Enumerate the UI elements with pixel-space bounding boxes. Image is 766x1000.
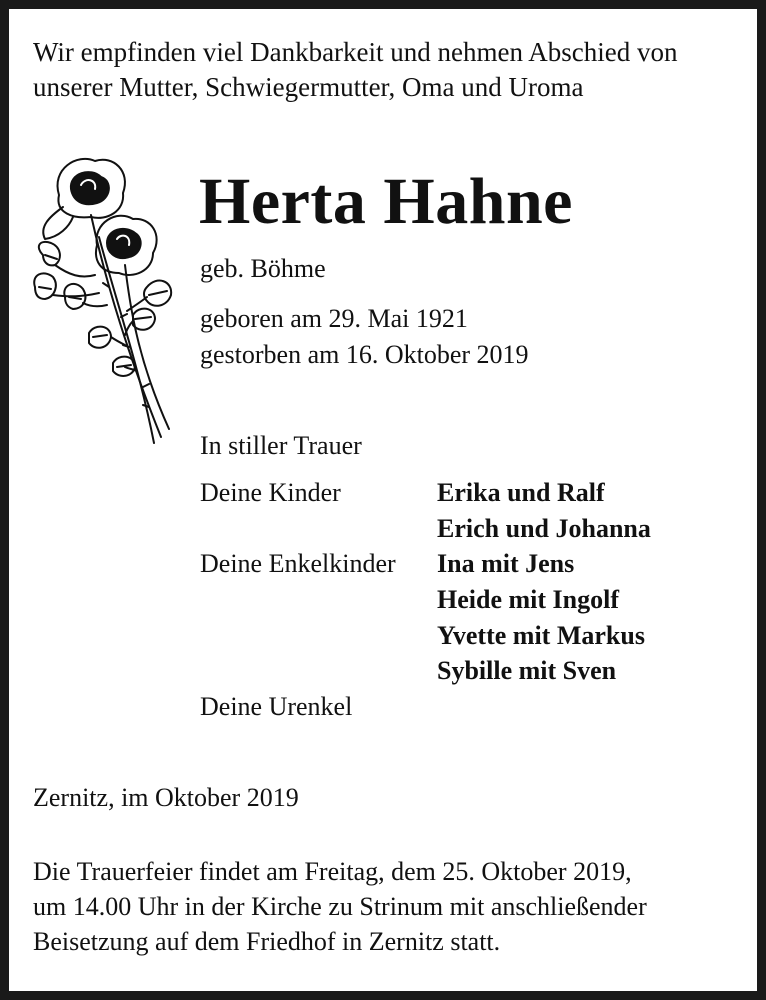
family-label: Deine Enkelkinder [200, 549, 396, 579]
family-row [200, 689, 651, 725]
death-date: gestorben am 16. Oktober 2019 [200, 340, 529, 369]
life-dates [200, 301, 529, 373]
family-member: Sybille mit Sven [437, 656, 617, 686]
family-label [200, 653, 437, 689]
family-row [200, 618, 651, 654]
family-row [200, 475, 651, 511]
service-line-2: um 14.00 Uhr in der Kirche zu Strinum mit anschließender [33, 892, 647, 921]
intro-line-2: unserer Mutter, Schwiegermutter, Oma und Uroma [33, 72, 584, 102]
family-label [200, 511, 437, 547]
family-label [200, 618, 437, 654]
family-label: Deine Kinder [200, 478, 341, 507]
family-member: Erich und Johanna [437, 513, 651, 543]
service-line-1: Die Trauerfeier findet am Freitag, dem 25. Oktober 2019, [33, 857, 632, 886]
service-line-3: Beisetzung auf dem Friedhof in Zernitz statt. [33, 927, 501, 956]
family-row [200, 546, 651, 582]
obituary-notice [9, 9, 757, 991]
family-row [200, 511, 651, 547]
family-label: Deine Urenkel [200, 692, 353, 722]
family-member: Erika und Ralf [437, 478, 605, 507]
family-member: Yvette mit Markus [437, 620, 645, 650]
family-member: Heide mit Ingolf [437, 585, 619, 615]
deceased-name: Herta Hahne [199, 165, 573, 238]
place-and-date: Zernitz, im Oktober 2019 [33, 783, 299, 812]
intro-line-1: Wir empfinden viel Dankbarkeit und nehmen Abschied von [33, 37, 678, 67]
maiden-name: geb. Böhme [200, 254, 326, 283]
family-row [200, 582, 651, 618]
family-row [200, 653, 651, 689]
family-label [200, 582, 437, 618]
family-member: Ina mit Jens [437, 549, 575, 579]
intro-text [33, 35, 733, 105]
birth-date: geboren am 29. Mai 1921 [200, 304, 468, 333]
roses-icon [29, 147, 179, 445]
mourning-label: In stiller Trauer [200, 431, 362, 460]
family-list [200, 475, 651, 725]
funeral-service-info [33, 854, 745, 959]
